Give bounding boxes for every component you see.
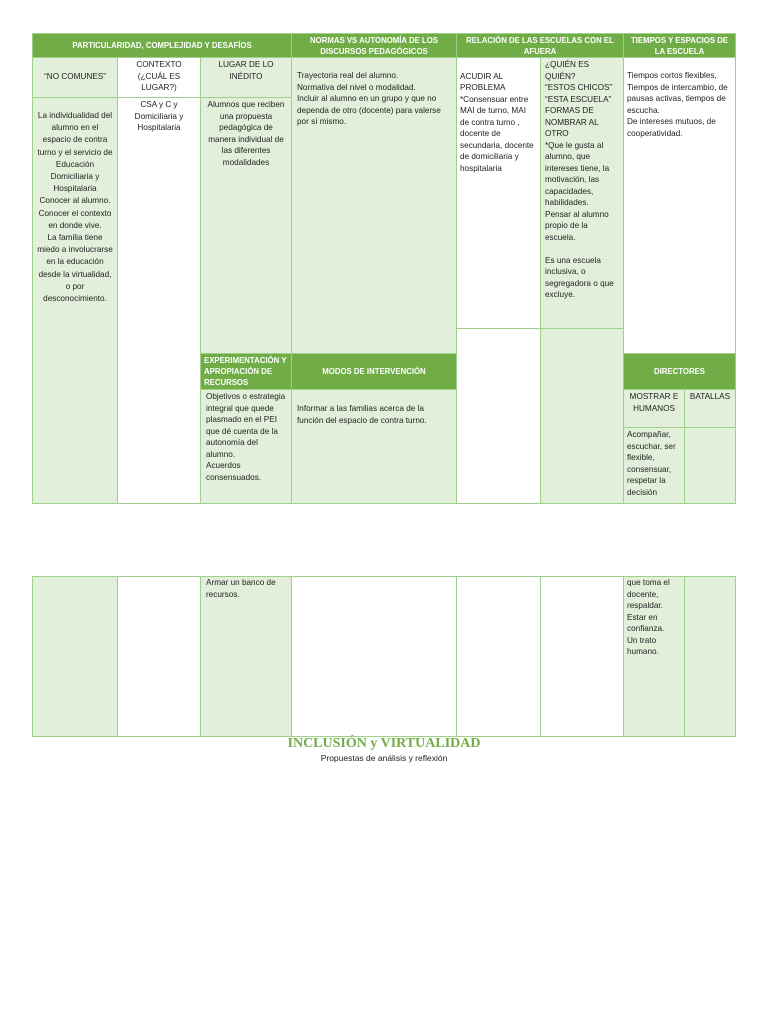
batallas-cell: BATALLAS <box>685 390 736 428</box>
experimentacion-head-cell: EXPERIMENTACIÓN Y APROPIACIÓN DE RECURSOS <box>201 354 292 390</box>
alumnos-cell: Alumnos que reciben una propuesta pedagógica de manera individual de las diferentes modalidades <box>201 98 292 354</box>
batallas-empty-cell <box>685 428 736 504</box>
header-normas: NORMAS VS AUTONOMÍA DE LOS DISCURSOS PEDAGÓGICOS <box>292 34 457 58</box>
normas-cell: Trayectoria real del alumno. Normativa del nivel o modalidad. Incluir al alumno en un grupo y que no dependa de otro (docente) para valerse por sí mismo. <box>292 58 457 354</box>
header-tiempos: TIEMPOS Y ESPACIOS DE LA ESCUELA <box>624 34 736 58</box>
relacion-empty-cell-1 <box>457 329 541 504</box>
tiempos-cell: Tiempos cortos flexibles, Tiempos de intercambio, de pausas activas, tiempos de escucha. De intereses mutuos, de cooperatividad. <box>624 58 736 354</box>
modos-intervencion-head-cell: MODOS DE INTERVENCIÓN <box>292 354 457 390</box>
individualidad-cell: La individualidad del alumno en el espacio de contra turno y el servicio de Educación Domiciliaria y Hospitalaria Conocer al alumno. Conocer el contexto en donde vive. La familia tiene miedo a involucrarse en la educación desde la virtualidad, o por desconocimiento. <box>33 98 118 504</box>
table2-cell-8 <box>685 577 736 737</box>
document-title: INCLUSIÓN y VIRTUALIDAD <box>287 736 481 751</box>
acompanar-cell: Acompañar, escuchar, ser flexible, consensuar, respetar la decisión <box>624 428 685 504</box>
table2-cell-2 <box>118 577 201 737</box>
table2-cell-1 <box>33 577 118 737</box>
acudir-cell <box>457 58 541 329</box>
document-subtitle: Propuestas de análisis y reflexión <box>320 753 448 763</box>
docente-cell: que toma el docente, respaldar. Estar en confianza. Un trato humano. <box>624 577 685 737</box>
acudir-text: ACUDIR AL PROBLEMA *Consensuar entre MAI de turno, MAI de contra turno , docente de secundaria, docente de domiciliaria y hospitalaria <box>460 71 534 173</box>
csa-cell: CSA y C y Domiciliaria y Hospitalaria <box>118 98 201 504</box>
contexto-head-cell: CONTEXTO (¿CUÁL ES LUGAR?) <box>118 58 201 98</box>
informar-cell: Informar a las familias acerca de la función del espacio de contra turno. <box>292 390 457 504</box>
directores-head-cell: DIRECTORES <box>624 354 736 390</box>
relacion-empty-cell-2 <box>541 329 624 504</box>
table2-cell-4 <box>292 577 457 737</box>
lugar-inedito-head-cell: LUGAR DE LO INÉDITO <box>201 58 292 98</box>
header-particularidad: PARTICULARIDAD, COMPLEJIDAD Y DESAFÍOS <box>33 34 292 58</box>
table2-cell-5 <box>457 577 541 737</box>
banco-recursos-cell: Armar un banco de recursos. <box>201 577 292 737</box>
mostrar-humanos-cell: MOSTRAR E HUMANOS <box>624 390 685 428</box>
quien-es-quien-cell: ¿QUIÉN ES QUIÉN? “ESTOS CHICOS” “ESTA ESCUELA” FORMAS DE NOMBRAR AL OTRO *Que le gusta al alumno, que intereses tiene, la motivación, las capacidades, habilidades. Pensar al alumno propio de la escuela. Es una escuela inclusiva, o segregadora o que excluye. <box>541 58 624 329</box>
table2-cell-6 <box>541 577 624 737</box>
header-relacion: RELACIÓN DE LAS ESCUELAS CON EL AFUERA <box>457 34 624 58</box>
no-comunes-cell: “NO COMUNES” <box>33 58 118 98</box>
objetivos-cell: Objetivos o estrategia integral que quede plasmado en el PEI que dé cuenta de la autonomía del alumno. Acuerdos consensuados. <box>201 390 292 504</box>
